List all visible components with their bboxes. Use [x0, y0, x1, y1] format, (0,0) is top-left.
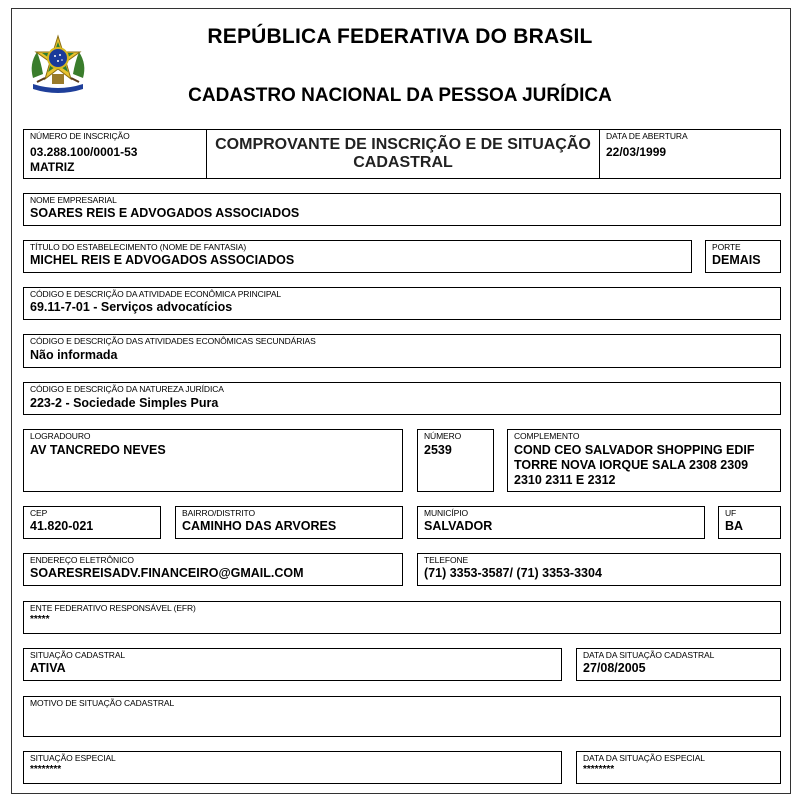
field-label: TELEFONE [424, 555, 469, 565]
field-numero [417, 429, 494, 492]
field-email [23, 553, 403, 586]
field-motivo [23, 696, 781, 737]
field-label: SITUAÇÃO CADASTRAL [30, 650, 126, 660]
field-municipio [417, 506, 705, 539]
field-complemento [507, 429, 781, 492]
field-data-situacao-especial [576, 751, 781, 784]
field-cep [23, 506, 161, 539]
field-label: NOME EMPRESARIAL [30, 195, 117, 205]
field-value: 69.11-7-01 - Serviços advocatícios [30, 300, 233, 314]
field-label: ENTE FEDERATIVO RESPONSÁVEL (EFR) [30, 603, 196, 613]
complemento-line: TORRE NOVA IORQUE SALA 2308 2309 [514, 458, 749, 472]
field-value: BA [725, 519, 744, 533]
field-logradouro [23, 429, 403, 492]
complemento-line: COND CEO SALVADOR SHOPPING EDIF [514, 443, 755, 457]
field-uf [718, 506, 781, 539]
field-label: NÚMERO DE INSCRIÇÃO [30, 131, 130, 141]
field-value: 41.820-021 [30, 519, 94, 533]
field-label: DATA DA SITUAÇÃO ESPECIAL [583, 753, 705, 763]
field-label: CEP [30, 508, 48, 518]
field-situacao-especial [23, 751, 562, 784]
field-label: NÚMERO [424, 431, 462, 441]
field-value: SALVADOR [424, 519, 493, 533]
field-porte [705, 240, 781, 273]
inscricao-type: MATRIZ [30, 160, 75, 174]
field-label: LOGRADOURO [30, 431, 91, 441]
field-label: CÓDIGO E DESCRIÇÃO DA NATUREZA JURÍDICA [30, 384, 224, 394]
field-nome-empresarial [23, 193, 781, 226]
field-value: SOARESREISADV.FINANCEIRO@GMAIL.COM [30, 566, 304, 580]
inscricao-number: 03.288.100/0001-53 [30, 145, 138, 159]
field-natureza-juridica [23, 382, 781, 415]
field-value: 2539 [424, 443, 452, 457]
field-data-situacao [576, 648, 781, 681]
field-atividades-secundarias [23, 334, 781, 368]
field-value: CAMINHO DAS ARVORES [182, 519, 337, 533]
field-label: DATA DA SITUAÇÃO CADASTRAL [583, 650, 715, 660]
field-label: SITUAÇÃO ESPECIAL [30, 753, 116, 763]
field-label: DATA DE ABERTURA [606, 131, 688, 141]
field-label: CÓDIGO E DESCRIÇÃO DA ATIVIDADE ECONÔMICA PRINCIPAL [30, 289, 282, 299]
field-value: ******** [583, 764, 615, 775]
field-label: MOTIVO DE SITUAÇÃO CADASTRAL [30, 698, 175, 708]
field-label: CÓDIGO E DESCRIÇÃO DAS ATIVIDADES ECONÔMICAS SECUNDÁRIAS [30, 336, 316, 346]
field-value: ATIVA [30, 661, 66, 675]
field-value: 223-2 - Sociedade Simples Pura [30, 396, 219, 410]
field-bairro [175, 506, 403, 539]
header-subtitle: CADASTRO NACIONAL DA PESSOA JURÍDICA [188, 85, 612, 106]
field-value: ******** [30, 764, 62, 775]
field-telefone [417, 553, 781, 586]
doc-title-line1: COMPROVANTE DE INSCRIÇÃO E DE SITUAÇÃO [215, 136, 591, 153]
field-label: BAIRRO/DISTRITO [182, 508, 255, 518]
doc-title-line2: CADASTRAL [353, 154, 453, 171]
field-value: DEMAIS [712, 253, 761, 267]
field-value: 22/03/1999 [606, 145, 667, 159]
field-efr [23, 601, 781, 634]
field-value: 27/08/2005 [583, 661, 646, 675]
field-fantasia [23, 240, 692, 273]
doc-title-box [206, 129, 600, 179]
field-value: AV TANCREDO NEVES [30, 443, 166, 457]
field-label: COMPLEMENTO [514, 431, 580, 441]
complemento-line: 2310 2311 E 2312 [514, 473, 616, 487]
field-value: SOARES REIS E ADVOGADOS ASSOCIADOS [30, 206, 300, 220]
field-label: PORTE [712, 242, 741, 252]
field-abertura [599, 129, 781, 179]
field-atividade-principal [23, 287, 781, 320]
field-label: MUNICÍPIO [424, 508, 468, 518]
field-value: (71) 3353-3587/ (71) 3353-3304 [424, 566, 602, 580]
field-value: MICHEL REIS E ADVOGADOS ASSOCIADOS [30, 253, 295, 267]
field-value: Não informada [30, 348, 118, 362]
field-label: UF [725, 508, 737, 518]
header-title: REPÚBLICA FEDERATIVA DO BRASIL [207, 25, 593, 48]
field-value: ***** [30, 614, 50, 625]
field-label: TÍTULO DO ESTABELECIMENTO (NOME DE FANTASIA) [30, 242, 247, 252]
field-label: ENDEREÇO ELETRÔNICO [30, 555, 134, 565]
field-situacao [23, 648, 562, 681]
field-inscricao [23, 129, 207, 179]
